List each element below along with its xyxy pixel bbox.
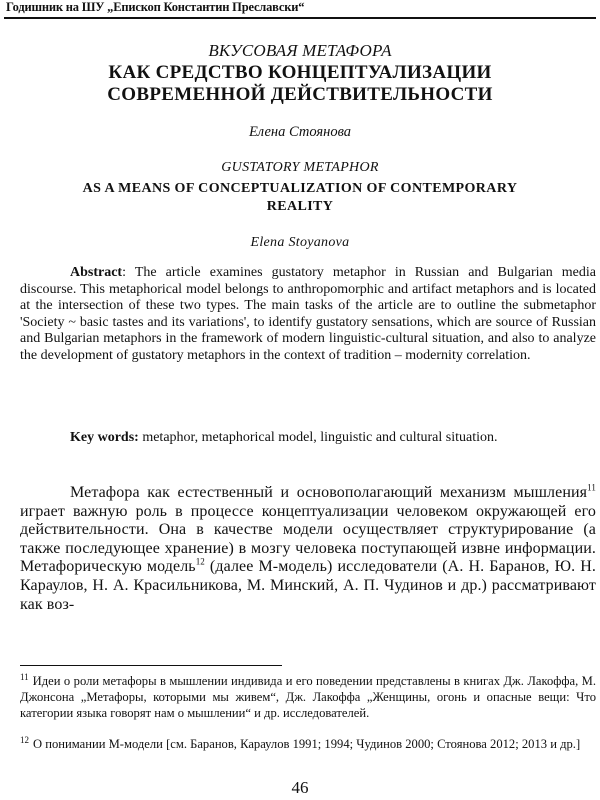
ru-title-line3: СОВРЕМЕННОЙ ДЕЙСТВИТЕЛЬНОСТИ (107, 84, 493, 105)
en-title-line1: GUSTATORY METAPHOR (221, 160, 379, 175)
footnote-number: 12 (20, 734, 29, 745)
body-text-part1: Метафора как естественный и основополагающий механизм мышления (70, 484, 588, 501)
en-title-line2: AS A MEANS OF CONCEPTUALIZATION OF CONTEMPORARY (82, 181, 518, 196)
en-title-line3: REALITY (266, 199, 334, 214)
abstract-text: : The article examines gustatory metaphor in Russian and Bulgarian media discourse. This metaphorical model belongs to anthropomorphic and artifact metaphors and is located at the intersection of these two types. The main tasks of the article are to outline the submetaphor 'Society ~ basic tastes and its variations', to identify gustatory sensations, which are source of Russian and Bulgarian metaphors in the framework of modern linguistic-cultural situation, and also to analyze the development of gustatory metaphors in the context of tradition – modernity correlation. (20, 265, 596, 363)
body-paragraph (20, 484, 596, 614)
keywords-label: Key words: (70, 430, 139, 445)
footnote-number: 11 (20, 671, 29, 682)
abstract (20, 265, 596, 364)
body-text-part2: играет важную роль в процессе концептуализации человеком окружающей его действительности. Она в качестве модели осуществляет структурирование (а также последующее хранение) в мозгу человека поступающей извне информации. Метафорическую модель (20, 502, 596, 576)
footnote-text: О понимании М-модели [см. Баранов, Караулов 1991; 1994; Чудинов 2000; Стоянова 2012; 2013 и др.] (33, 737, 581, 751)
header-rule (4, 17, 596, 19)
page-number: 46 (291, 778, 309, 797)
ru-title-line2: КАК СРЕДСТВО КОНЦЕПТУАЛИЗАЦИИ (108, 62, 492, 83)
footnote-rule (20, 665, 282, 666)
running-header: Годишник на ШУ „Епископ Константин Преславски“ (6, 0, 305, 14)
body-text-part3: (далее М-модель) исследователи (А. Н. Баранов, Ю. Н. Караулов, Н. А. Красильникова, М. Минский, А. П. Чудинов и др.) рассматривают как воз- (20, 558, 596, 613)
en-author: Elena Stoyanova (250, 235, 350, 250)
abstract-label: Abstract (70, 265, 123, 280)
ru-title-line1: ВКУСОВАЯ МЕТАФОРА (208, 41, 392, 60)
footnote-ref-12[interactable]: 12 (195, 557, 205, 568)
keywords (20, 430, 596, 447)
keywords-text: metaphor, metaphorical model, linguistic and cultural situation. (138, 430, 498, 445)
ru-author: Елена Стоянова (248, 124, 352, 140)
footnote-ref-11[interactable]: 11 (587, 482, 596, 493)
footnote-11 (20, 673, 596, 722)
footnote-12 (20, 736, 596, 752)
footnote-text: Идеи о роли метафоры в мышлении индивида и его поведении представлены в книгах Дж. Лакоффа, М. Джонсона „Метафоры, которыми мы живем“, Дж. Лакоффа „Женщины, огонь и опасные вещи: Что категории языка говорят нам о мышлении“ и др. исследователей. (20, 674, 596, 721)
